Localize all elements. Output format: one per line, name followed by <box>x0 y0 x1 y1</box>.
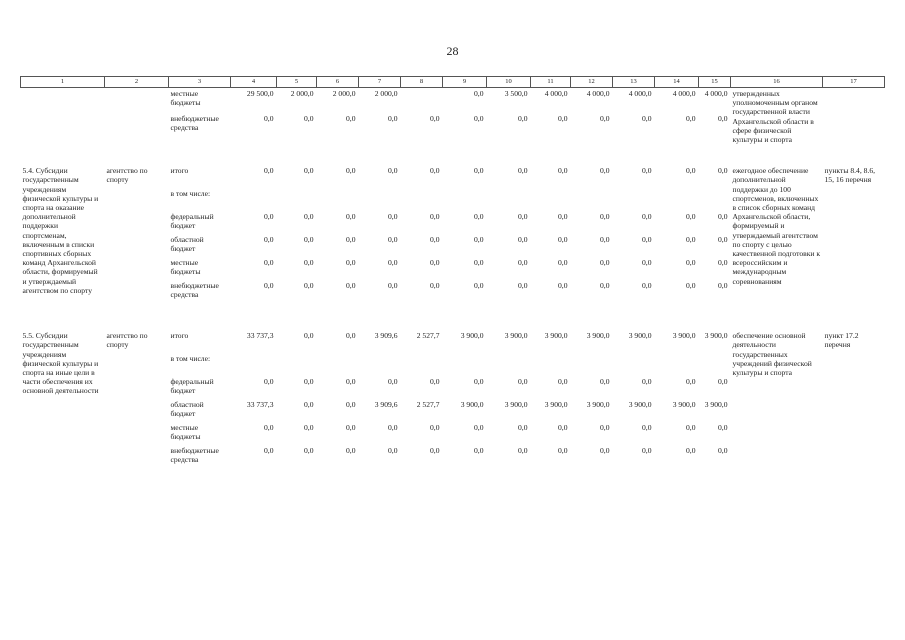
result-cell: обеспечение основной деятельности государственных учреждений физической культуры и спорта <box>732 331 812 378</box>
value-cell: 3 900,0 <box>544 400 568 410</box>
column-number-row <box>21 77 885 88</box>
spacer <box>655 475 699 495</box>
value-cell: 3 900,0 <box>460 331 484 341</box>
empty-cell <box>487 353 531 376</box>
value-cell: 0,0 <box>474 258 484 268</box>
empty-cell <box>401 188 443 211</box>
value-cell: 0,0 <box>718 235 728 245</box>
value-cell: 0,0 <box>430 377 440 387</box>
empty-cell <box>317 353 359 376</box>
value-cell: 0,0 <box>600 235 610 245</box>
page-number: 28 <box>446 44 459 58</box>
value-cell: 0,0 <box>264 377 274 387</box>
value-cell: 3 900,0 <box>704 331 728 341</box>
value-cell: 0,0 <box>346 113 356 123</box>
spacer <box>571 310 613 330</box>
result-cell: утвержденных уполномоченным органом государственной власти Архангельской области в сфере физической культуры и спорта <box>732 89 818 145</box>
funding-source-label: местные бюджеты <box>170 423 201 442</box>
value-cell: 0,0 <box>718 212 728 222</box>
spacer <box>317 310 359 330</box>
value-cell: 0,0 <box>518 113 528 123</box>
value-cell: 0,0 <box>304 331 314 341</box>
value-cell: 0,0 <box>388 258 398 268</box>
value-cell: 0,0 <box>558 423 568 433</box>
col-header: 14 <box>655 77 699 88</box>
including-label: в том числе: <box>170 189 211 199</box>
value-cell: 0,0 <box>558 212 568 222</box>
activity-name: 5.4. Субсидии государственным учреждениям физической культуры и спорта на оказание дополнительной поддержки спортсменам, включенным в списки спортивных сборных команд Архангельской области, формируемый и утверждаемый агентством по спорту <box>22 166 99 295</box>
activity-name: 5.5. Субсидии государственным учреждениям физической культуры и спорта на иные цели в части обеспечения их основной деятельности <box>22 331 99 396</box>
value-cell: 3 900,0 <box>628 400 652 410</box>
col-header: 5 <box>277 77 317 88</box>
value-cell: 0,0 <box>642 113 652 123</box>
funding-source-label: местные бюджеты <box>170 258 201 277</box>
spacer <box>277 310 317 330</box>
value-cell: 0,0 <box>600 113 610 123</box>
value-cell: 0,0 <box>388 423 398 433</box>
value-cell: 3 900,0 <box>628 331 652 341</box>
spacer <box>317 475 359 495</box>
value-cell: 0,0 <box>264 212 274 222</box>
col-header: 15 <box>699 77 731 88</box>
value-cell: 0,0 <box>518 281 528 291</box>
value-cell: 0,0 <box>430 166 440 176</box>
table-row <box>21 165 885 188</box>
value-cell: 2 000,0 <box>290 89 314 98</box>
empty-cell <box>443 353 487 376</box>
spacer <box>699 475 731 495</box>
value-cell: 0,0 <box>558 258 568 268</box>
value-cell: 0,0 <box>600 281 610 291</box>
col-header: 17 <box>823 77 885 88</box>
funding-source-label: внебюджетные средства <box>170 113 219 133</box>
value-cell: 3 900,0 <box>672 400 696 410</box>
value-cell: 0,0 <box>558 166 568 176</box>
empty-cell <box>277 188 317 211</box>
value-cell: 0,0 <box>264 166 274 176</box>
value-cell: 0,0 <box>558 377 568 387</box>
value-cell: 0,0 <box>430 281 440 291</box>
spacer-row <box>21 145 885 165</box>
value-cell: 0,0 <box>518 377 528 387</box>
spacer <box>531 310 571 330</box>
value-cell: 0,0 <box>474 89 484 98</box>
value-cell: 0,0 <box>686 113 696 123</box>
value-cell: 3 900,0 <box>460 400 484 410</box>
value-cell <box>401 88 443 113</box>
value-cell: 0,0 <box>642 377 652 387</box>
value-cell: 0,0 <box>558 113 568 123</box>
value-cell: 4 000,0 <box>704 89 728 98</box>
value-cell: 0,0 <box>686 446 696 456</box>
spacer <box>487 475 531 495</box>
value-cell: 0,0 <box>558 235 568 245</box>
program-table <box>20 76 885 495</box>
value-cell: 0,0 <box>388 446 398 456</box>
spacer <box>655 310 699 330</box>
value-cell: 0,0 <box>430 258 440 268</box>
col-header: 6 <box>317 77 359 88</box>
spacer <box>613 475 655 495</box>
executor-cell: агентство по спорту <box>106 331 148 350</box>
col-header: 16 <box>731 77 823 88</box>
value-cell: 0,0 <box>518 212 528 222</box>
value-cell: 0,0 <box>718 423 728 433</box>
value-cell: 0,0 <box>346 331 356 341</box>
value-cell: 0,0 <box>346 258 356 268</box>
spacer <box>231 475 277 495</box>
empty-cell <box>231 353 277 376</box>
value-cell: 0,0 <box>642 446 652 456</box>
value-cell: 0,0 <box>518 446 528 456</box>
value-cell: 3 900,0 <box>704 400 728 410</box>
col-header: 9 <box>443 77 487 88</box>
value-cell: 2 000,0 <box>374 89 398 98</box>
spacer <box>401 475 443 495</box>
value-cell: 0,0 <box>686 235 696 245</box>
value-cell: 0,0 <box>474 212 484 222</box>
spacer <box>359 475 401 495</box>
value-cell: 0,0 <box>686 212 696 222</box>
value-cell: 4 000,0 <box>586 89 610 98</box>
empty-cell <box>655 353 699 376</box>
value-cell: 0,0 <box>304 400 314 410</box>
result-cell: ежегодное обеспечение дополнительной поддержки до 100 спортсменов, включенных в список сборных команд Архангельской области, формируемый и утверждаемый агентством по спорту с целью качественной подготовки к всероссийским и международным соревнованиям <box>732 166 821 286</box>
value-cell: 4 000,0 <box>628 89 652 98</box>
value-cell: 0,0 <box>264 423 274 433</box>
value-cell: 0,0 <box>718 446 728 456</box>
empty-cell <box>21 88 105 146</box>
value-cell: 0,0 <box>474 281 484 291</box>
spacer <box>231 310 277 330</box>
col-header: 1 <box>21 77 105 88</box>
value-cell: 0,0 <box>718 113 728 123</box>
value-cell: 0,0 <box>430 113 440 123</box>
spacer <box>169 475 231 495</box>
value-cell: 0,0 <box>388 212 398 222</box>
value-cell: 0,0 <box>388 377 398 387</box>
value-cell: 3 900,0 <box>544 331 568 341</box>
empty-cell <box>359 353 401 376</box>
value-cell: 0,0 <box>686 377 696 387</box>
col-header: 11 <box>531 77 571 88</box>
empty-cell <box>571 353 613 376</box>
value-cell: 0,0 <box>686 423 696 433</box>
spacer <box>487 310 531 330</box>
including-label: в том числе: <box>170 354 211 364</box>
funding-source-label: федеральный бюджет <box>170 377 214 396</box>
value-cell: 0,0 <box>642 212 652 222</box>
value-cell: 0,0 <box>474 423 484 433</box>
empty-cell <box>613 353 655 376</box>
value-cell: 0,0 <box>430 446 440 456</box>
value-cell: 0,0 <box>518 258 528 268</box>
value-cell: 3 900,0 <box>504 400 528 410</box>
value-cell: 3 900,0 <box>504 331 528 341</box>
col-header: 12 <box>571 77 613 88</box>
value-cell: 0,0 <box>600 377 610 387</box>
link-cell: пункт 17.2 перечня <box>824 331 859 350</box>
value-cell: 29 500,0 <box>246 89 274 98</box>
empty-cell <box>571 188 613 211</box>
value-cell: 0,0 <box>346 377 356 387</box>
spacer <box>277 475 317 495</box>
empty-cell <box>699 353 731 376</box>
value-cell: 0,0 <box>642 166 652 176</box>
col-header: 4 <box>231 77 277 88</box>
value-cell: 0,0 <box>600 446 610 456</box>
value-cell: 0,0 <box>718 377 728 387</box>
value-cell: 0,0 <box>346 166 356 176</box>
value-cell: 0,0 <box>304 446 314 456</box>
value-cell: 3 900,0 <box>672 331 696 341</box>
value-cell: 0,0 <box>304 166 314 176</box>
col-header: 10 <box>487 77 531 88</box>
spacer <box>359 310 401 330</box>
value-cell: 2 000,0 <box>332 89 356 98</box>
table-row <box>21 330 885 353</box>
spacer <box>443 475 487 495</box>
funding-source-label: областной бюджет <box>170 400 204 419</box>
value-cell: 3 500,0 <box>504 89 528 98</box>
value-cell: 0,0 <box>304 423 314 433</box>
spacer <box>169 310 231 330</box>
value-cell: 0,0 <box>264 446 274 456</box>
value-cell: 4 000,0 <box>672 89 696 98</box>
value-cell: 33 737,3 <box>246 400 274 410</box>
value-cell: 0,0 <box>558 446 568 456</box>
funding-source-label: областной бюджет <box>170 235 204 254</box>
empty-cell <box>277 353 317 376</box>
value-cell: 0,0 <box>346 446 356 456</box>
value-cell: 0,0 <box>430 423 440 433</box>
col-header: 3 <box>169 77 231 88</box>
value-cell: 0,0 <box>346 423 356 433</box>
spacer <box>443 310 487 330</box>
empty-cell <box>105 88 169 146</box>
value-cell: 0,0 <box>474 446 484 456</box>
funding-source-label: итого <box>170 166 189 176</box>
empty-cell <box>613 188 655 211</box>
funding-source-label: внебюджетные средства <box>170 281 219 300</box>
value-cell: 0,0 <box>558 281 568 291</box>
value-cell: 0,0 <box>388 166 398 176</box>
value-cell: 0,0 <box>304 258 314 268</box>
spacer <box>401 310 443 330</box>
spacer <box>571 475 613 495</box>
value-cell: 0,0 <box>718 281 728 291</box>
value-cell: 0,0 <box>600 423 610 433</box>
value-cell: 33 737,3 <box>246 331 274 341</box>
empty-cell <box>359 188 401 211</box>
value-cell: 0,0 <box>304 281 314 291</box>
value-cell: 0,0 <box>264 113 274 123</box>
value-cell: 0,0 <box>304 377 314 387</box>
value-cell: 0,0 <box>346 281 356 291</box>
value-cell: 0,0 <box>600 212 610 222</box>
value-cell: 0,0 <box>346 212 356 222</box>
spacer <box>531 475 571 495</box>
value-cell: 0,0 <box>430 212 440 222</box>
value-cell: 0,0 <box>346 400 356 410</box>
value-cell: 0,0 <box>304 113 314 123</box>
value-cell: 0,0 <box>264 258 274 268</box>
value-cell: 0,0 <box>600 258 610 268</box>
value-cell: 0,0 <box>518 423 528 433</box>
empty-cell <box>401 353 443 376</box>
value-cell: 0,0 <box>430 235 440 245</box>
value-cell: 0,0 <box>474 166 484 176</box>
empty-cell <box>487 188 531 211</box>
empty-cell <box>531 353 571 376</box>
funding-source-label: местные бюджеты <box>170 89 201 108</box>
value-cell: 0,0 <box>518 235 528 245</box>
table-row <box>21 88 885 113</box>
empty-cell <box>443 188 487 211</box>
value-cell: 0,0 <box>642 423 652 433</box>
value-cell: 0,0 <box>304 212 314 222</box>
value-cell: 3 909,6 <box>374 331 398 341</box>
empty-cell <box>531 188 571 211</box>
col-header: 8 <box>401 77 443 88</box>
value-cell: 3 900,0 <box>586 331 610 341</box>
value-cell: 0,0 <box>304 235 314 245</box>
spacer <box>699 310 731 330</box>
value-cell: 0,0 <box>642 258 652 268</box>
value-cell: 0,0 <box>686 166 696 176</box>
empty-cell <box>823 88 885 146</box>
value-cell: 0,0 <box>388 281 398 291</box>
value-cell: 0,0 <box>600 166 610 176</box>
value-cell: 0,0 <box>474 113 484 123</box>
spacer <box>21 145 885 165</box>
value-cell: 2 527,7 <box>416 400 440 410</box>
value-cell: 0,0 <box>518 166 528 176</box>
value-cell: 0,0 <box>686 281 696 291</box>
col-header: 2 <box>105 77 169 88</box>
empty-cell <box>231 188 277 211</box>
value-cell: 0,0 <box>264 281 274 291</box>
empty-cell <box>655 188 699 211</box>
value-cell: 2 527,7 <box>416 331 440 341</box>
empty-cell <box>317 188 359 211</box>
value-cell: 0,0 <box>474 377 484 387</box>
funding-source-label: внебюджетные средства <box>170 446 219 465</box>
value-cell: 0,0 <box>474 235 484 245</box>
executor-cell: агентство по спорту <box>106 166 148 185</box>
value-cell: 0,0 <box>388 235 398 245</box>
funding-source-label: федеральный бюджет <box>170 212 214 231</box>
value-cell: 0,0 <box>718 166 728 176</box>
value-cell: 3 900,0 <box>586 400 610 410</box>
value-cell: 0,0 <box>346 235 356 245</box>
value-cell: 4 000,0 <box>544 89 568 98</box>
empty-cell <box>699 188 731 211</box>
value-cell: 3 909,6 <box>374 400 398 410</box>
value-cell: 0,0 <box>388 113 398 123</box>
link-cell: пункты 8.4, 8.6, 15, 16 перечня <box>824 166 876 185</box>
value-cell: 0,0 <box>642 281 652 291</box>
funding-source-label: итого <box>170 331 189 341</box>
col-header: 7 <box>359 77 401 88</box>
col-header: 13 <box>613 77 655 88</box>
value-cell: 0,0 <box>718 258 728 268</box>
value-cell: 0,0 <box>686 258 696 268</box>
spacer <box>613 310 655 330</box>
value-cell: 0,0 <box>642 235 652 245</box>
value-cell: 0,0 <box>264 235 274 245</box>
